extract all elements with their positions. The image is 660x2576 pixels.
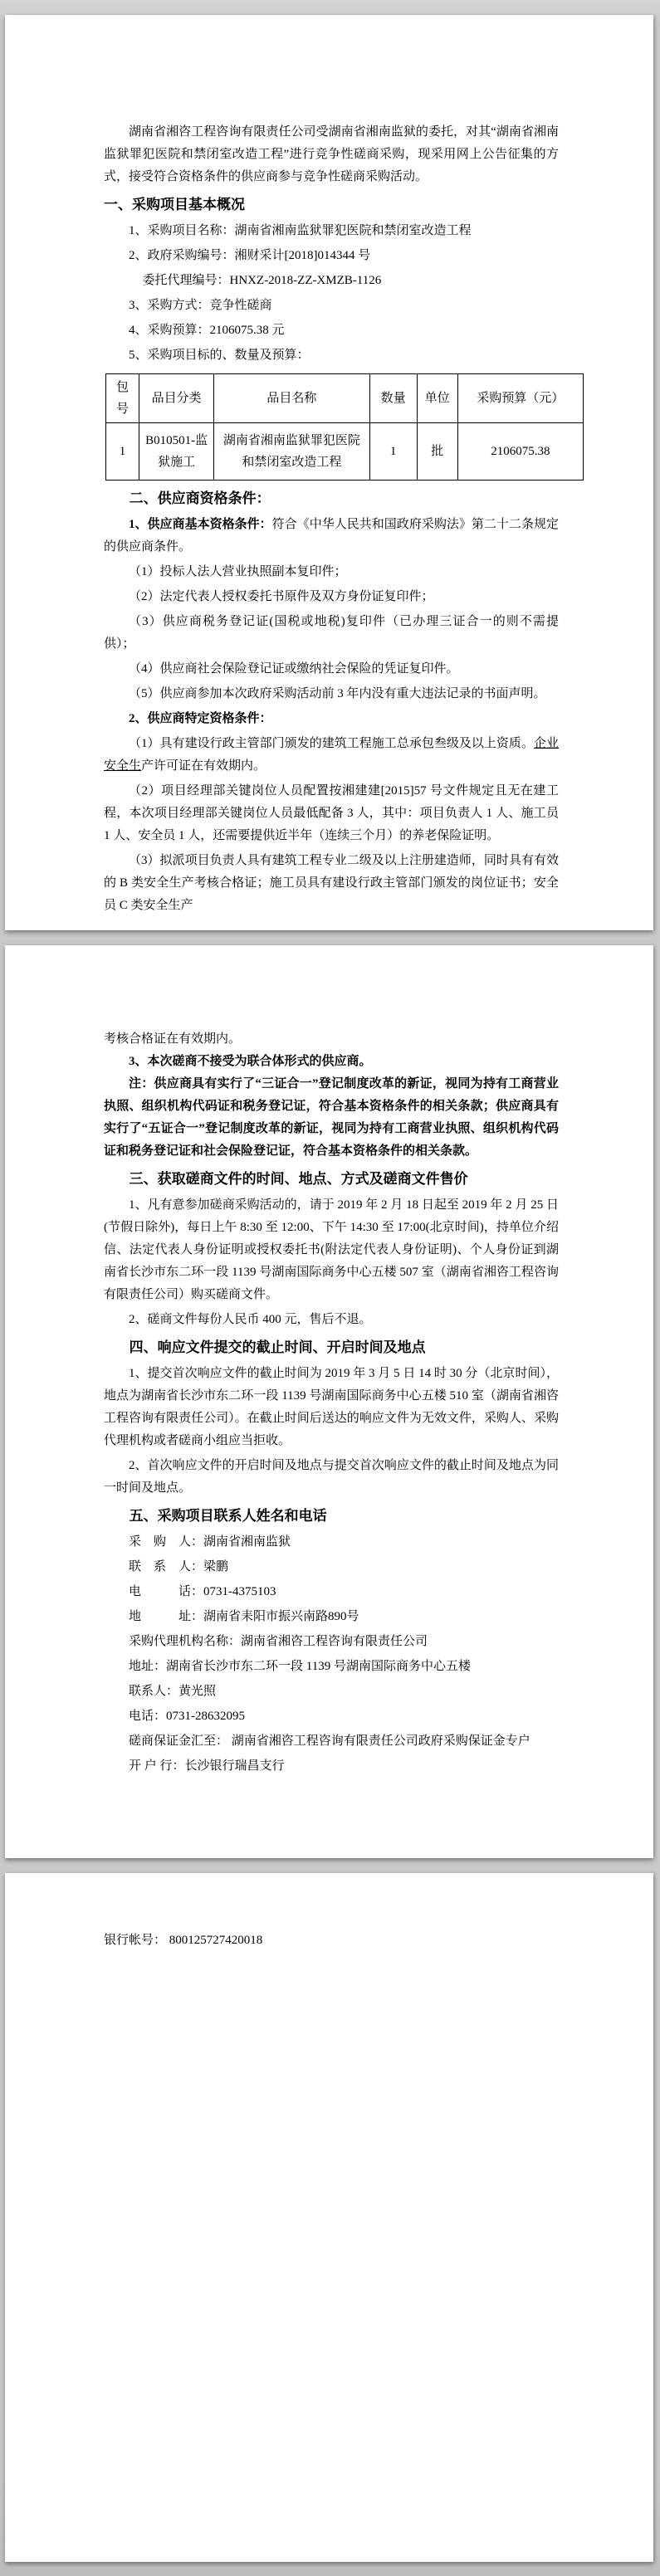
contact-line-purchaser: 采 购 人：湖南省湘南监狱	[129, 1535, 291, 1549]
basic-item: （4）供应商社会保险登记证或缴纳社会保险的凭证复印件。	[129, 662, 459, 676]
agency-no-item: 委托代理编号：HNXZ-2018-ZZ-XMZB-1126	[142, 274, 382, 287]
special-item-1-tail: 产许可证在有效期内。	[141, 759, 266, 773]
intro-paragraph: 湖南省湘咨工程咨询有限责任公司受湖南省湘南监狱的委托，对其“湖南省湘南监狱罪犯医院和禁闭室改造工程”进行竞争性磋商采购，现采用网上公告征集的方式，接受符合资格条件的供应商参与竞争性磋商采购活动。	[104, 125, 559, 183]
special-qualification-label: 2、供应商特定资格条件：	[129, 712, 272, 725]
opening-item: 2、首次响应文件的开启时间及地点与提交首次响应文件的截止时间及地点为同一时间及地点。	[104, 1459, 559, 1495]
section-heading-5: 五、采购项目联系人姓名和电话	[129, 1508, 327, 1524]
page-2	[5, 945, 653, 1858]
special-item-1	[104, 733, 559, 778]
table-cell-package-no: 1	[106, 423, 139, 481]
table-row	[106, 423, 584, 481]
doc-price-item: 2、磋商文件每份人民币 400 元，售后不退。	[129, 1313, 372, 1326]
table-cell-budget: 2106075.38	[457, 423, 583, 481]
special-item-3: （3）拟派项目负责人具有建筑工程专业二级及以上注册建造师，同时具有有效的 B 类安全生产考核合格证；施工员具有建设行政主管部门颁发的岗位证书；安全员 C 类安全生产	[104, 854, 559, 912]
bank-account-line: 银行帐号： 800125727420018	[104, 1934, 263, 1947]
special-item-1-text: （1）具有建设行政主管部门颁发的建筑工程施工总承包叁级及以上资质。	[129, 737, 534, 750]
section-heading-2: 二、供应商资格条件：	[129, 490, 271, 506]
basic-item: （1）投标人法人营业执照副本复印件；	[129, 565, 347, 578]
table-cell-quantity: 1	[369, 423, 417, 481]
budget-item: 4、采购预算：2106075.38 元	[129, 324, 285, 337]
doc-obtain-item-1: 1、凡有意参加磋商采购活动的，请于 2019 年 2 月 18 日起至 2019 年 2 月 25 日(节假日除外)，每日上午 8:30 至 12:00、下午 14:30 至 17:00(北京时间)，持单位介绍信、法定代表人身份证明或授权委托书(附法定代表人身份证明)、个人身份证到湖南省长沙市东二环一段 1139 号湖南国际商务中心五楼 507 室（湖南省湘咨工程咨询有限责任公司）购买磋商文件。	[104, 1198, 559, 1301]
agency-name-line: 采购代理机构名称：湖南省湘咨工程咨询有限责任公司	[129, 1635, 428, 1648]
table-cell-item-name: 湖南省湘南监狱罪犯医院和禁闭室改造工程	[214, 423, 369, 481]
lots-item: 5、采购项目标的、数量及预算：	[129, 349, 310, 362]
bank-branch-line: 开 户 行：长沙银行瑞昌支行	[129, 1759, 285, 1773]
contact-line-phone: 电 话：0731-4375103	[129, 1585, 276, 1598]
table-header-cell: 单位	[417, 374, 457, 423]
project-name-item: 1、采购项目名称：湖南省湘南监狱罪犯医院和禁闭室改造工程	[129, 224, 472, 237]
special-item-1-underlined-text: 企业安全生	[104, 737, 559, 773]
basic-qualification-label: 1、供应商基本资格条件：	[129, 518, 272, 531]
gov-procurement-no-item: 2、政府采购编号：湘财采计[2018]014344 号	[129, 249, 371, 262]
table-header-cell: 数量	[369, 374, 417, 423]
table-header-cell: 包号	[106, 374, 139, 423]
deadline-item: 1、提交首次响应文件的截止时间为 2019 年 3 月 5 日 14 时 30 分（北京时间），地点为湖南省长沙市东二环一段 1139 号湖南国际商务中心五楼 510 室（湖南省湘咨工程咨询有限责任公司）。在截止时间后送达的响应文件为无效文件，采购人、采购代理机构或者磋商小组应当拒收。	[104, 1367, 559, 1447]
project-table	[105, 373, 584, 481]
carryover-line: 考核合格证在有效期内。	[104, 1032, 242, 1046]
note-paragraph: 注：供应商具有实行了“三证合一”登记制度改革的新证，视同为持有工商营业执照、组织机构代码证和税务登记证，符合基本资格条件的相关条款；供应商具有实行了“五证合一”登记制度改革的新证，视同为持有工商营业执照、组织机构代码证和税务登记证和社会保险登记证，符合基本资格条件的相关条款。	[104, 1077, 559, 1158]
section-heading-1: 一、采购项目基本概况	[104, 197, 245, 212]
basic-qualification-paragraph	[104, 514, 559, 559]
table-header-cell: 品目分类	[139, 374, 214, 423]
section-heading-4: 四、响应文件提交的截止时间、开启时间及地点	[129, 1339, 426, 1355]
procurement-method-item: 3、采购方式：竞争性磋商	[129, 299, 272, 312]
page-3	[5, 1873, 653, 2562]
section-heading-3: 三、获取磋商文件的时间、地点、方式及磋商文件售价	[129, 1171, 468, 1187]
basic-item: （2）法定代表人授权委托书原件及双方身份证复印件；	[129, 590, 434, 603]
table-cell-unit: 批	[417, 423, 457, 481]
page-1	[5, 15, 653, 930]
basic-item: （5）供应商参加本次政府采购活动前 3 年内没有重大违法记录的书面声明。	[129, 687, 546, 700]
basic-qualification-text: 符合《中华人民共和国政府采购法》第二十二条规定的供应商条件。	[104, 518, 559, 554]
agency-contact-line: 联系人：黄光照	[129, 1685, 217, 1698]
table-header-cell: 品目名称	[214, 374, 369, 423]
contact-line-address: 地 址：湖南省耒阳市振兴南路890号	[129, 1610, 359, 1623]
table-cell-category: B010501-监狱施工	[139, 423, 214, 481]
deposit-account-line: 磋商保证金汇至： 湖南省湘咨工程咨询有限责任公司政府采购保证金专户	[129, 1734, 530, 1748]
agency-phone-line: 电话：0731-28632095	[129, 1710, 245, 1723]
table-header-row	[106, 374, 584, 423]
basic-item: （3）供应商税务登记证(国税或地税)复印件（已办理三证合一的则不需提供）；	[104, 615, 559, 651]
special-item-2: （2）项目经理部关键岗位人员配置按湘建建[2015]57 号文件规定且无在建工程，本次项目经理部关键岗位人员最低配备 3 人，其中：项目负责人 1 人、施工员 1 人、安全员 1 人，还需要提供近半年（连续三个月）的养老保险证明。	[104, 784, 559, 842]
contact-line-contact-person: 联 系 人：梁鹏	[129, 1560, 229, 1573]
table-header-cell: 采购预算（元）	[457, 374, 583, 423]
no-consortium-item: 3、本次磋商不接受为联合体形式的供应商。	[129, 1055, 372, 1068]
agency-address-line: 地址：湖南省长沙市东二环一段 1139 号湖南国际商务中心五楼	[129, 1660, 471, 1673]
